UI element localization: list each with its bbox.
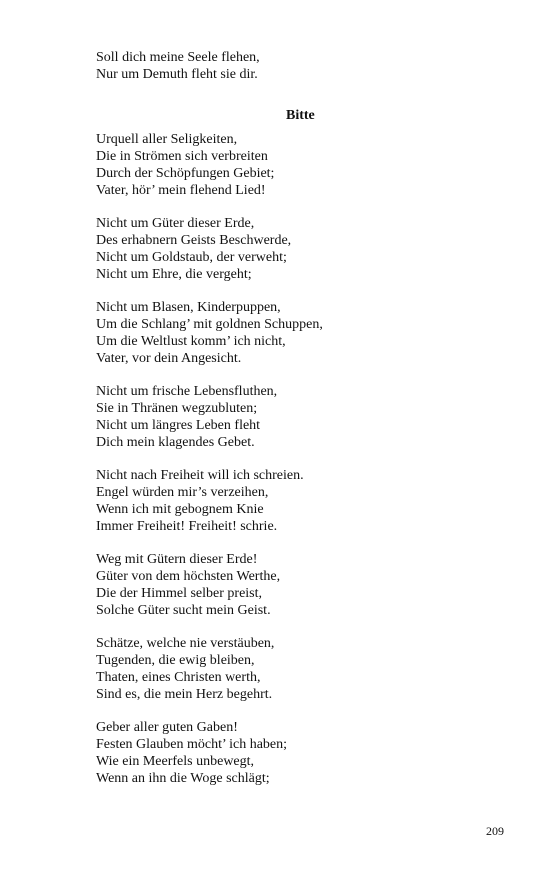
poem-line: Um die Schlang’ mit goldnen Schuppen, [96,317,323,333]
poem-stanza [96,384,496,451]
poem-title: Bitte [286,107,315,123]
poem-stanza [96,552,496,619]
poem-stanza [96,132,496,199]
poem-line: Geber aller guten Gaben! [96,720,238,736]
poem-stanza [96,300,496,367]
poem-line: Tugenden, die ewig bleiben, [96,653,255,669]
poem-line: Thaten, eines Christen werth, [96,669,261,685]
poem-stanza [96,216,496,283]
poem-line: Sind es, die mein Herz begehrt. [96,686,273,702]
poem-line: Nicht um Goldstaub, der verweht; [96,249,287,265]
poem-line: Wenn an ihn die Woge schlägt; [96,770,270,786]
poem-line: Vater, hör’ mein flehend Lied! [96,182,266,198]
opening-stanza [96,50,496,84]
poem-line: Engel würden mir’s verzeihen, [96,485,269,501]
poem-line: Festen Glauben möcht’ ich haben; [96,737,288,753]
page-number: 209 [486,824,504,838]
poem-stanza [96,720,496,787]
poem-line: Wenn ich mit gebognem Knie [96,501,264,517]
poem-line: Dich mein klagendes Gebet. [96,434,255,450]
poem-line: Die in Strömen sich verbreiten [96,149,268,165]
poem-line: Weg mit Gütern dieser Erde! [96,552,258,568]
poem-line: Nicht um frische Lebensfluthen, [96,384,278,400]
poem-line: Des erhabnern Geists Beschwerde, [96,233,292,249]
poem-line: Vater, vor dein Angesicht. [96,350,242,366]
poem-line: Nicht um Blasen, Kinderpuppen, [96,300,281,316]
poem-line: Nicht um längres Leben fleht [96,417,261,433]
poem-line: Nur um Demuth fleht sie dir. [96,66,258,82]
poem-stanza [96,636,496,703]
poem-line: Immer Freiheit! Freiheit! schrie. [96,518,278,534]
poem-line: Durch der Schöpfungen Gebiet; [96,165,275,181]
poem-line: Sie in Thränen wegzubluten; [96,401,258,417]
poem-line: Solche Güter sucht mein Geist. [96,602,271,618]
poem-line: Schätze, welche nie verstäuben, [96,636,275,652]
poem-line: Wie ein Meerfels unbewegt, [96,753,255,769]
poem-line: Um die Weltlust komm’ ich nicht, [96,333,286,349]
poem-line: Nicht um Ehre, die vergeht; [96,266,252,282]
poem-line: Die der Himmel selber preist, [96,585,263,601]
page-content [96,50,496,804]
poem-line: Soll dich meine Seele flehen, [96,50,260,65]
poem-line: Urquell aller Seligkeiten, [96,132,238,148]
poem-line: Güter von dem höchsten Werthe, [96,569,281,585]
poem-line: Nicht um Güter dieser Erde, [96,216,255,232]
poem-stanza [96,468,496,535]
poem-line: Nicht nach Freiheit will ich schreien. [96,468,304,484]
